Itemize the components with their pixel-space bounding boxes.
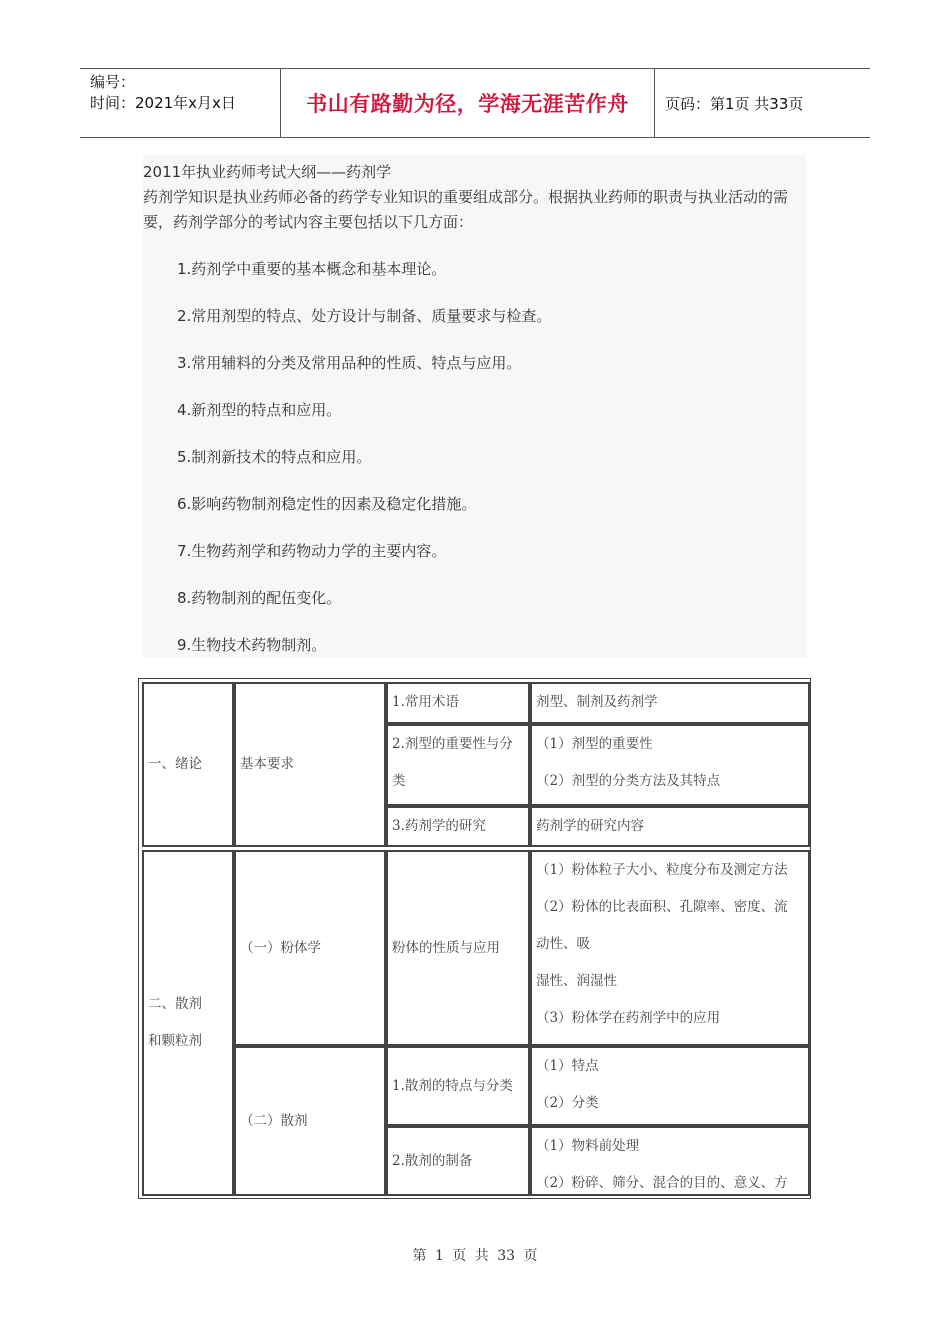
list-item: 9.生物技术药物制剂。 [177, 636, 327, 654]
chapter-cell [142, 850, 234, 1196]
list-item: 6.影响药物制剂稳定性的因素及稳定化措施。 [177, 495, 477, 513]
chapter-label: 一、绪论 [148, 756, 202, 772]
detail-text: 药剂学的研究内容 [536, 818, 644, 834]
detail-cell [530, 1046, 810, 1126]
topic-label: 粉体的性质与应用 [392, 939, 500, 956]
header-page-info: 页码：第1页 共33页 [665, 94, 804, 113]
date-label: 时间：2021年x月x日 [90, 94, 236, 112]
code-label: 编号： [90, 73, 136, 91]
list-item: 5.制剂新技术的特点和应用。 [177, 448, 372, 466]
detail-text: （1）剂型的重要性 [536, 736, 653, 752]
chapter-label: 二、散剂 [148, 996, 202, 1012]
intro-section [143, 155, 806, 658]
topic-cell [386, 682, 530, 724]
topic-label: 3.药剂学的研究 [392, 818, 486, 834]
section-label: （一）粉体学 [240, 939, 321, 956]
list-item: 1.药剂学中重要的基本概念和基本理论。 [177, 260, 447, 278]
section-cell [234, 850, 386, 1046]
detail-cell [530, 850, 810, 1046]
topic-cell [386, 850, 530, 1046]
detail-text: （2）剂型的分类方法及其特点 [536, 773, 721, 789]
section-cell [234, 682, 386, 847]
detail-text: （2）粉体的比表面积、孔隙率、密度、流 [536, 899, 788, 915]
syllabus-table [138, 678, 811, 1199]
detail-text: 湿性、润湿性 [536, 973, 617, 989]
detail-text: 剂型、制剂及药剂学 [536, 694, 658, 710]
topic-cell [386, 1126, 530, 1196]
detail-text: （2）分类 [536, 1095, 599, 1111]
document-title: 2011年执业药师考试大纲——药剂学 [143, 163, 392, 181]
chapter-label: 和颗粒剂 [148, 1033, 202, 1049]
topic-label: 2.散剂的制备 [392, 1152, 473, 1169]
header-meta [80, 69, 281, 137]
intro-paragraph: 药剂学知识是执业药师必备的药学专业知识的重要组成部分。根据执业药师的职责与执业活动的需要，药剂学部分的考试内容主要包括以下几方面： [143, 188, 789, 231]
list-item: 8.药物制剂的配伍变化。 [177, 589, 342, 607]
page-footer: 第 1 页 共 33 页 [412, 1248, 538, 1264]
topic-label: 1.散剂的特点与分类 [392, 1077, 513, 1094]
detail-cell [530, 806, 810, 847]
list-item: 3.常用辅料的分类及常用品种的性质、特点与应用。 [177, 354, 522, 372]
document-header [80, 68, 870, 138]
detail-text: （3）粉体学在药剂学中的应用 [536, 1010, 721, 1026]
section-label: 基本要求 [240, 756, 294, 772]
detail-text: （2）粉碎、筛分、混合的目的、意义、方 [536, 1175, 788, 1191]
detail-text: （1）粉体粒子大小、粒度分布及测定方法 [536, 862, 788, 878]
chapter-cell [142, 682, 234, 847]
list-item: 4.新剂型的特点和应用。 [177, 401, 342, 419]
detail-text: （1）物料前处理 [536, 1138, 640, 1154]
topic-cell [386, 1046, 530, 1126]
topic-cell [386, 724, 530, 806]
topic-label: 1.常用术语 [392, 694, 459, 710]
detail-cell [530, 724, 810, 806]
list-item: 2.常用剂型的特点、处方设计与制备、质量要求与检查。 [177, 307, 552, 325]
list-item: 7.生物药剂学和药物动力学的主要内容。 [177, 542, 447, 560]
topic-cell [386, 806, 530, 847]
topic-label: 2.剂型的重要性与分 [392, 736, 513, 752]
detail-cell [530, 1126, 810, 1196]
detail-text: （1）特点 [536, 1058, 599, 1074]
section-cell [234, 1046, 386, 1196]
section-label: （二）散剂 [240, 1112, 308, 1129]
topic-label: 类 [392, 773, 406, 789]
detail-text: 动性、吸 [536, 936, 590, 952]
header-motto: 书山有路勤为径，学海无涯苦作舟 [281, 69, 655, 137]
detail-cell [530, 682, 810, 724]
